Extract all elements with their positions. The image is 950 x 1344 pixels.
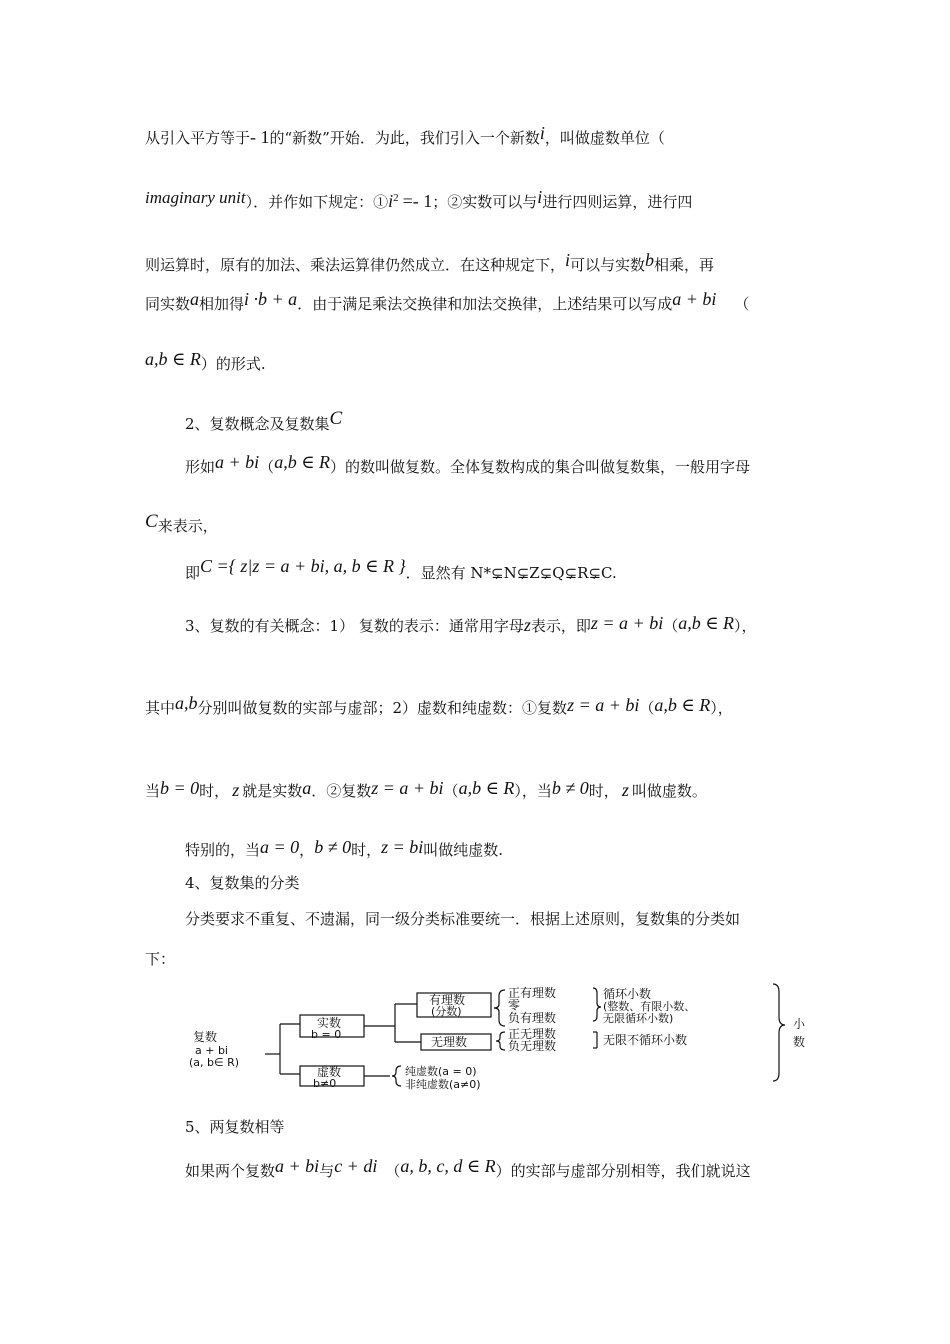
root-condition: (a, b∈ R) <box>189 1056 240 1069</box>
repeating-decimal-sub1: (整数、有限小数、 <box>603 1000 696 1013</box>
rational-label: 有理数 <box>429 993 466 1007</box>
line-9: 即C ={ z|z = a + bi, a, b ∈ R }．显然有 N*⊊N⊊Z⊊Q⊊R⊊C. <box>185 556 617 582</box>
line-15: 分类要求不重复、不遗漏，同一级分类标准要统一．根据上述原则，复数集的分类如 <box>185 910 741 928</box>
repeating-decimal-sub2: 无限循环小数) <box>603 1012 674 1025</box>
zero: 零 <box>508 998 521 1012</box>
line-11: 其中a,b分别叫做复数的实部与虚部；2）虚数和纯虚数：①复数z = a + bi（a,b ∈ R）， <box>145 693 733 717</box>
complex-classification-diagram <box>185 982 825 1094</box>
imag-label: 虚数 <box>317 1065 342 1079</box>
line-8: C来表示， <box>145 511 218 535</box>
heading-2: 2、复数概念及复数集C <box>185 408 343 433</box>
line-13: 特别的，当a = 0，b ≠ 0时，z = bi叫做纯虚数. <box>185 837 504 859</box>
real-label: 实数 <box>317 1016 342 1030</box>
negative-irrational: 负无理数 <box>508 1039 557 1053</box>
line-16: 下： <box>145 950 176 968</box>
positive-irrational: 正无理数 <box>508 1027 557 1041</box>
non-pure-imaginary: 非纯虚数(a≠0) <box>405 1078 481 1091</box>
line-18: 如果两个复数a + bi与c + di （a, b, c, d ∈ R）的实部与虚部分别相等，我们就说这 <box>185 1156 751 1180</box>
imag-condition: b≠0 <box>313 1077 337 1090</box>
heading-4: 4、复数集的分类 <box>185 874 300 892</box>
irrational-label: 无理数 <box>431 1035 468 1049</box>
line-5: a,b ∈ R）的形式. <box>145 349 266 373</box>
negative-rational: 负有理数 <box>508 1011 557 1025</box>
real-condition: b = 0 <box>311 1028 342 1041</box>
xiao-char: 小 <box>793 1017 806 1031</box>
line-2: imaginary unit）．并作如下规定：$①i^2 =- 1$；②实数可以与i进行四则运算，进行四 <box>145 187 693 211</box>
positive-rational: 正有理数 <box>508 986 557 1000</box>
root-title: 复数 <box>193 1030 218 1044</box>
line-12: 当b = 0时， z 就是实数a．②复数z = a + bi（a,b ∈ R），当b ≠ 0时， z 叫做虚数。 <box>145 778 707 800</box>
heading-3: 3、复数的有关概念：1） 复数的表示：通常用字母z表示，即z = a + bi（a,b ∈ R）， <box>185 613 757 635</box>
root-formula: a + bi <box>195 1044 228 1057</box>
pure-imaginary: 纯虚数(a = 0) <box>405 1065 477 1078</box>
line-3: 则运算时，原有的加法、乘法运算律仍然成立．在这种规定下，i可以与实数b相乘，再 <box>145 250 715 274</box>
repeating-decimal: 循环小数 <box>603 987 652 1001</box>
shu-char: 数 <box>793 1035 806 1049</box>
heading-5: 5、两复数相等 <box>185 1118 285 1136</box>
line-7: 形如a + bi（a,b ∈ R）的数叫做复数。全体复数构成的集合叫做复数集，一般用字母 <box>185 452 751 476</box>
line-4: 同实数a相加得i ·b + a．由于满足乘法交换律和加法交换律，上述结果可以写成a + bi （ <box>145 289 750 313</box>
line-1: 从引入平方等于- 1的“新数”开始．为此，我们引入一个新数i，叫做虚数单位（ <box>145 123 665 147</box>
rational-sub: (分数) <box>431 1005 462 1018</box>
non-repeating-decimal: 无限不循环小数 <box>603 1033 688 1047</box>
